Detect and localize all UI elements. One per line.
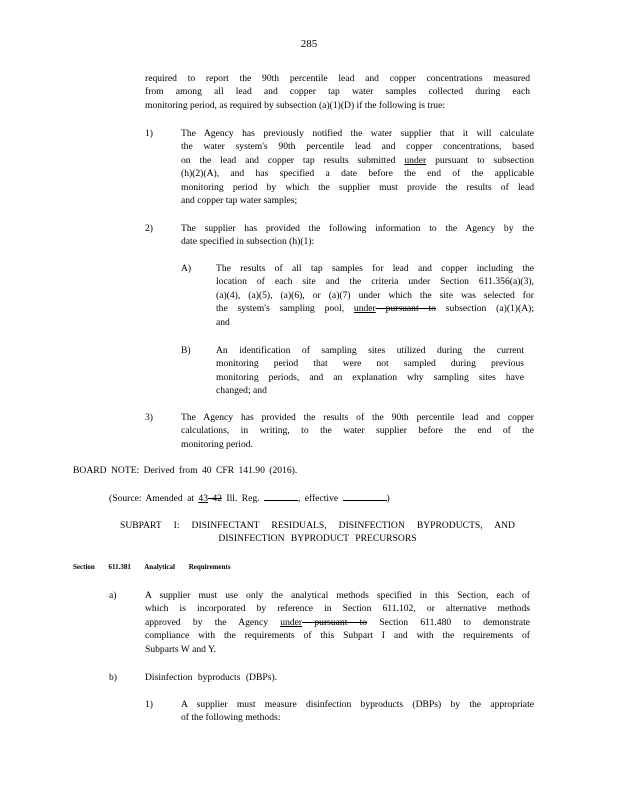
page-number: 285 [300,38,318,50]
text-line: The supplier has provided the following information to the Agency by the [181,223,534,234]
text-line: calculations, in writing, to the water supplier before the end of the [181,425,534,437]
board-note: BOARD NOTE: Derived from 40 CFR 141.90 (2016). [73,465,298,476]
item-2-text [181,222,534,249]
text-line: changed; and [216,385,267,397]
item-2-label: 2) [145,223,153,234]
blank-line [343,491,387,501]
subpart-line-1: SUBPART I: DISINFECTANT RESIDUALS, DISINFECTION BYPRODUCTS, AND [120,520,515,531]
section-heading: Section 611.381 Analytical Requirements [73,563,231,571]
para-b1-text [181,698,534,725]
inserted-text: under [280,616,303,628]
item-1-text [181,127,534,207]
item-1-label: 1) [145,128,153,139]
text-line: An identification of sampling sites utilized during the current [216,345,524,356]
blank-line [264,491,298,501]
text-line: location of each site and the criteria under Section 611.356(a)(3), [216,276,534,288]
para-a-text [145,589,530,656]
para-b-text: Disinfection byproducts (DBPs). [145,672,278,683]
item-b-label: B) [181,345,191,356]
inserted-text: under [353,303,376,315]
inserted-text: under [404,154,427,166]
item-a-text [216,262,534,329]
text-line: The Agency has previously notified the water supplier that it will calculate [181,128,534,139]
subpart-heading [120,519,515,545]
deleted-text: pursuant to [375,303,436,315]
para-b1-label: 1) [145,699,153,710]
subpart-line-2: DISINFECTION BYPRODUCT PRECURSORS [218,533,417,544]
text-line: A supplier must measure disinfection byproducts (DBPs) by the appropriate [181,699,534,710]
text-line: and copper tap water samples; [181,195,298,207]
para-b-label: b) [109,672,117,683]
source-note: (Source: Amended at 43 42 Ill. Reg. , effective ) [109,493,390,504]
text-line: approved by the Agency under pursuant to Section 611.480 to demonstrate [145,616,530,628]
inserted-text: 43 [198,493,208,504]
text-line: (a)(4), (a)(5), (a)(6), or (a)(7) under which the site was selected for [216,289,534,301]
item-3-label: 3) [145,412,153,423]
text-line: monitoring period. [181,438,253,450]
text-line: from among all lead and copper tap water samples collected during each [145,86,530,98]
text-line: and [216,316,230,328]
text-line: which is incorporated by reference in Section 611.102, or alternative methods [145,603,530,615]
text-line: monitoring period, as required by subsection (a)(1)(D) if the following is true: [145,99,445,111]
text-line: on the lead and copper tap results submitted under pursuant to subsection [181,154,534,166]
deleted-text: pursuant to [302,616,368,628]
text-line: of the following methods: [181,712,281,724]
item-3-text [181,411,534,451]
text-line: monitoring period that were not sampled during previous [216,358,524,370]
text-line: monitoring periods, and an explanation why sampling sites have [216,371,524,383]
deleted-text: 42 [207,493,222,504]
text-line: the system's sampling pool, under pursuant to subsection (a)(1)(A); [216,303,534,315]
text-line: required to report the 90th percentile lead and copper concentrations measured [145,73,530,84]
intro-paragraph [145,72,530,112]
text-line: compliance with the requirements of this Subpart I and with the requirements of [145,630,530,642]
text-line: The results of all tap samples for lead and copper including the [216,263,534,274]
text-line: date specified in subsection (h)(1): [181,236,315,248]
text-line: the water system's 90th percentile lead and copper concentrations, based [181,141,534,153]
para-a-label: a) [109,590,117,601]
text-line: A supplier must use only the analytical methods specified in this Section, each of [145,590,530,601]
text-line: The Agency has provided the results of the 90th percentile lead and copper [181,412,534,423]
item-a-label: A) [181,263,192,274]
text-line: monitoring period by which the supplier must provide the results of lead [181,181,534,193]
text-line: (h)(2)(A), and has specified a date before the end of the applicable [181,168,534,180]
item-b-text [216,344,524,398]
text-line: Subparts W and Y. [145,643,217,655]
